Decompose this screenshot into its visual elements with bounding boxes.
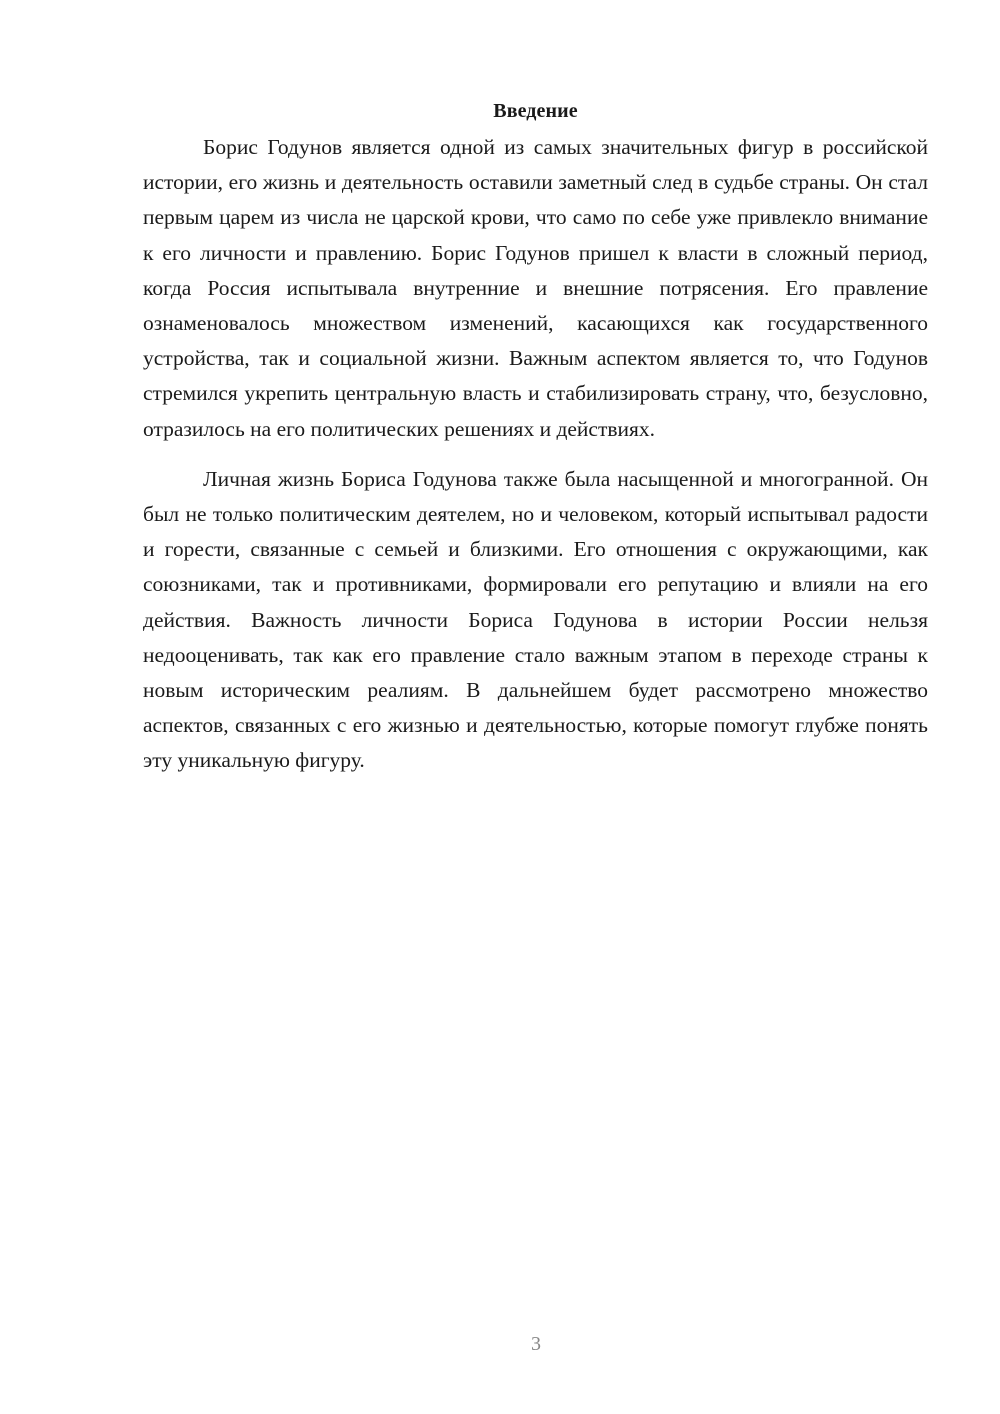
paragraph-personal-life: Личная жизнь Бориса Годунова также была насыщенной и многогранной. Он был не только политическим деятелем, но и человеком, который испытывал радости и горести, связанные с семьей и близкими. Его отношения с окружающими, как союзниками, так и противниками, формировали его репутацию и влияли на его действия. Важность личности Бориса Годунова в истории России нельзя недооценивать, так как его правление стало важным этапом в переходе страны к новым историческим реалиям. В дальнейшем будет рассмотрено множество аспектов, связанных с его жизнью и деятельностью, которые помогут глубже понять эту уникальную фигуру. xyxy=(143,466,928,773)
paragraph-introduction: Борис Годунов является одной из самых значительных фигур в российской истории, его жизнь и деятельность оставили заметный след в судьбе страны. Он стал первым царем из числа не царской крови, что само по себе уже привлекло внимание к его личности и правлению. Борис Годунов пришел к власти в сложный период, когда Россия испытывала внутренние и внешние потрясения. Его правление ознаменовалось множеством изменений, касающихся как государственного устройства, так и социальной жизни. Важным аспектом является то, что Годунов стремился укрепить центральную власть и стабилизировать страну, что, безусловно, отразилось на его политических решениях и действиях. xyxy=(143,135,928,441)
page-number: 3 xyxy=(531,1333,541,1355)
page-content xyxy=(143,96,928,779)
section-title: Введение xyxy=(493,100,578,122)
